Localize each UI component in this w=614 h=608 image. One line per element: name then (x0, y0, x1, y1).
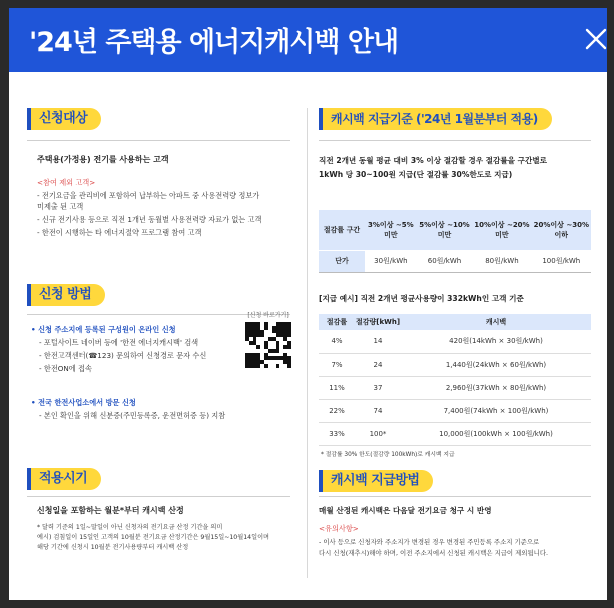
offline-item: - 본인 확인을 위해 신분증(주민등록증, 운전면허증 등) 지참 (39, 411, 226, 420)
example-cell: 420원(14kWh × 30원/kWh) (401, 330, 591, 353)
exclusion-title: <참여 제외 고객> (37, 178, 96, 187)
divider (319, 140, 591, 141)
rate-table (319, 210, 591, 273)
example-table (319, 314, 591, 446)
period-note: * 달력 기준의 1일~말일이 아닌 신청자의 전기요금 산정 기간을 의미 (37, 524, 223, 531)
rate-header: 20%이상 ~30%이하 (532, 210, 591, 250)
criteria-desc: 1kWh 당 30~100원 지급(단 절감률 30%한도로 지급) (319, 170, 513, 179)
section-heading-criteria: 캐시백 지급기준 ('24년 1월분부터 적용) (323, 108, 552, 130)
online-item: - 포털사이트 네이버 등에 '한전 에너지캐시백' 검색 (39, 338, 199, 347)
qr-caption: [신청 바로가기] (247, 312, 289, 319)
exclusion-item: - 신규 전기사용 등으로 직전 1개년 동월별 사용전력량 자료가 없는 고객 (37, 215, 262, 224)
qr-code-icon (245, 322, 291, 368)
example-cell: 33% (319, 422, 355, 445)
table-row (319, 376, 591, 399)
example-cell: 74 (355, 399, 401, 422)
payment-note: - 이사 등으로 신청자와 주소지가 변경된 경우 변경된 주민등록 주소지 기준으로 (319, 538, 540, 546)
rate-header: 10%이상 ~20%미만 (472, 210, 531, 250)
rate-cell: 30원/kWh (365, 250, 417, 272)
table-row (319, 399, 591, 422)
example-cell: 2,960원(37kWh × 80원/kWh) (401, 376, 591, 399)
example-header: 캐시백 (401, 314, 591, 330)
example-cell: 22% (319, 399, 355, 422)
online-title: • 신청 주소지에 등록된 구성원이 온라인 신청 (31, 325, 176, 334)
exclusion-item: - 전기요금을 관리비에 포함하여 납부하는 아파트 중 사용전력량 정보가 (37, 191, 260, 200)
rate-cell: 100원/kWh (532, 250, 591, 272)
table-row (319, 353, 591, 376)
exclusion-item: 미제출 된 고객 (37, 202, 84, 211)
example-note: * 절감률 30% 한도(절감량 100kWh)로 캐시백 지급 (321, 452, 455, 458)
modal (9, 8, 607, 600)
exclusion-item: - 한전이 시행하는 타 에너지절약 프로그램 참여 고객 (37, 228, 202, 237)
period-note: 예시) 검침일이 15일인 고객의 10월분 전기요금 산정기간은 9월15일~10월14일이며 (37, 534, 270, 541)
payment-main: 매월 산정된 캐시백은 다음달 전기요금 청구 시 반영 (319, 506, 492, 515)
target-main: 주택용(가정용) 전기를 사용하는 고객 (37, 155, 169, 164)
section-heading-target: 신청대상 (31, 108, 101, 130)
example-title: [지급 예시] 직전 2개년 평균사용량이 332kWh인 고객 기준 (319, 294, 524, 303)
column-divider (307, 108, 308, 578)
qr-shortcut[interactable] (245, 310, 291, 380)
divider (27, 496, 290, 497)
criteria-desc: 직전 2개년 동월 평균 대비 3% 이상 절감할 경우 절감률을 구간별로 (319, 156, 547, 165)
example-cell: 7,400원(74kWh × 100원/kWh) (401, 399, 591, 422)
example-cell: 14 (355, 330, 401, 353)
payment-note: 다시 신청(재추시)해야 하며, 이전 주소지에서 신청된 캐시백은 지급이 제외됩니다. (319, 549, 549, 557)
example-cell: 11% (319, 376, 355, 399)
example-cell: 10,000원(100kWh × 100원/kWh) (401, 422, 591, 445)
section-heading-payment: 캐시백 지급방법 (323, 470, 433, 492)
rate-header: 5%이상 ~10%미만 (417, 210, 473, 250)
example-cell: 4% (319, 330, 355, 353)
table-row (319, 422, 591, 445)
example-header: 절감량[kWh] (355, 314, 401, 330)
online-item: - 한전고객센터(☎123) 문의하여 신청경로 문자 수신 (39, 351, 207, 360)
table-row (319, 330, 591, 353)
offline-title: • 전국 한전사업소에서 방문 신청 (31, 398, 136, 407)
divider (319, 496, 591, 497)
example-cell: 7% (319, 353, 355, 376)
rate-cell: 80원/kWh (472, 250, 531, 272)
payment-note-title: <유의사항> (319, 524, 359, 533)
rate-header: 3%이상 ~5%미만 (365, 210, 417, 250)
close-button[interactable] (581, 22, 607, 54)
period-main: 신청일을 포함하는 월분*부터 캐시백 산정 (37, 506, 184, 515)
online-item: - 한전ON에 접속 (39, 364, 92, 373)
close-icon (581, 22, 607, 54)
example-header: 절감률 (319, 314, 355, 330)
modal-title: '24년 주택용 에너지캐시백 안내 (29, 27, 399, 58)
example-cell: 100* (355, 422, 401, 445)
content (27, 100, 591, 590)
rate-row-label: 단가 (319, 250, 365, 272)
rate-header: 절감률 구간 (319, 210, 365, 250)
example-cell: 24 (355, 353, 401, 376)
section-heading-method: 신청 방법 (31, 284, 105, 306)
example-cell: 37 (355, 376, 401, 399)
period-note: 해당 기간에 신청시 10월분 전기사용량부터 캐시백 산정 (37, 544, 189, 551)
section-heading-period: 적용시기 (31, 468, 101, 490)
example-cell: 1,440원(24kWh × 60원/kWh) (401, 353, 591, 376)
modal-header (9, 8, 607, 72)
divider (27, 140, 290, 141)
rate-cell: 60원/kWh (417, 250, 473, 272)
